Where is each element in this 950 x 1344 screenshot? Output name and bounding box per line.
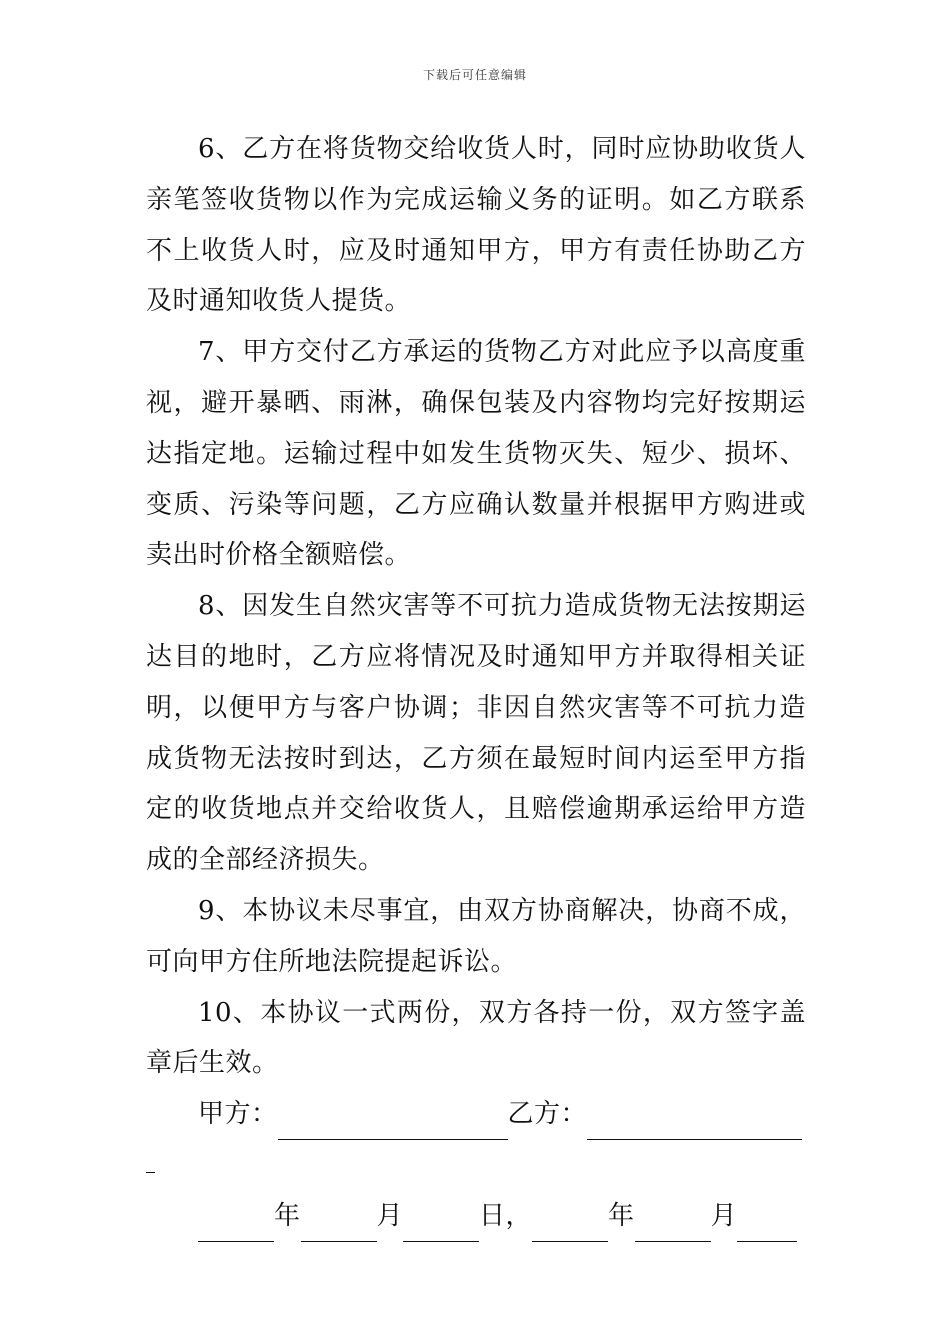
party-b-day-blank[interactable]	[737, 1209, 797, 1242]
clause-6: 6、乙方在将货物交给收货人时，同时应协助收货人亲笔签收货物以作为完成运输义务的证明。如乙方联系不上收货人时，应及时通知甲方，甲方有责任协助乙方及时通知收货人提货。	[146, 134, 806, 317]
signature-line	[146, 1089, 806, 1140]
clause-7: 7、甲方交付乙方承运的货物乙方对此应予以高度重视，避开暴晒、雨淋，确保包装及内容物均完好按期运达指定地。运输过程中如发生货物灭失、短少、损坏、变质、污染等问题，乙方应确认数量并根据甲方购进或卖出时价格全额赔偿。	[146, 337, 806, 571]
party-b-year-label: 年	[608, 1200, 635, 1231]
party-a-month-blank[interactable]	[301, 1209, 377, 1242]
clause-9: 9、本协议未尽事宜，由双方协商解决，协商不成，可向甲方住所地法院提起诉讼。	[146, 895, 806, 977]
document-body	[146, 124, 806, 1242]
party-b-signature-blank[interactable]	[587, 1107, 802, 1140]
party-a-month-label: 月	[376, 1200, 404, 1231]
clause-10: 10、本协议一式两份，双方各持一份，双方签字盖章后生效。	[146, 997, 806, 1079]
page-header: 下载后可任意编辑	[422, 68, 527, 82]
party-b-month-label: 月	[710, 1200, 738, 1231]
party-a-day-label: 日，	[479, 1200, 533, 1231]
party-a-day-blank[interactable]	[403, 1209, 479, 1242]
party-a-signature-blank[interactable]	[278, 1107, 508, 1140]
party-a-year-blank[interactable]	[198, 1209, 274, 1242]
date-line	[146, 1191, 806, 1242]
signature-overflow-underscore	[146, 1172, 155, 1173]
signature-overflow-line	[146, 1140, 806, 1191]
party-b-year-blank[interactable]	[532, 1209, 608, 1242]
party-b-month-blank[interactable]	[635, 1209, 711, 1242]
party-a-label: 甲方：	[198, 1099, 278, 1130]
clause-8: 8、因发生自然灾害等不可抗力造成货物无法按期运达目的地时，乙方应将情况及时通知甲方并取得相关证明，以便甲方与客户协调；非因自然灾害等不可抗力造成货物无法按时到达，乙方须在最短时间内运至甲方指定的收货地点并交给收货人，且赔偿逾期承运给甲方造成的全部经济损失。	[146, 591, 806, 876]
party-a-year-label: 年	[274, 1200, 301, 1231]
party-b-label: 乙方：	[507, 1099, 588, 1130]
